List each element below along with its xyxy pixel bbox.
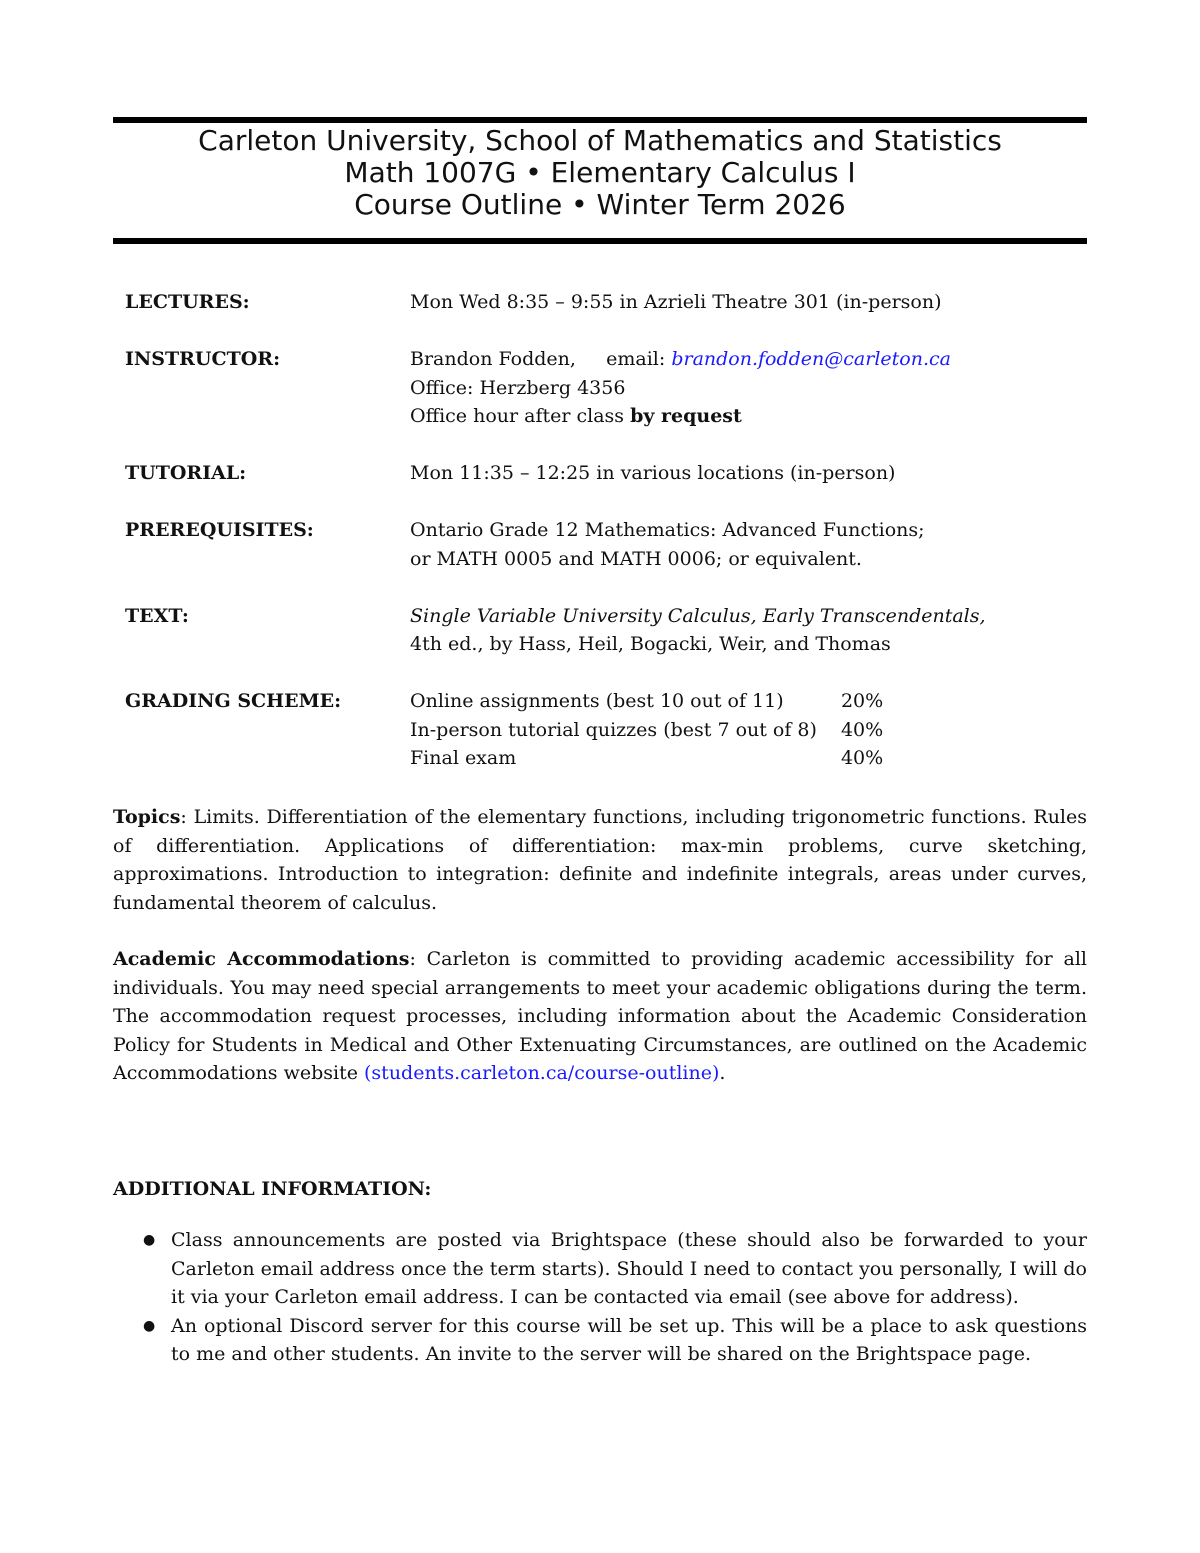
office-hour-text: Office hour after class: [410, 405, 625, 427]
textbook-title: Single Variable University Calculus, Early Transcendentals,: [410, 604, 986, 627]
accommodations-paragraph: [113, 945, 1087, 1088]
list-item-text: Class announcements are posted via Brightspace (these should also be forwarded to your Carleton email address once the term starts). Should I need to contact you personally, I will do it via your Carleton email address. I can be contacted via email (see above for address).: [171, 1229, 1087, 1308]
tutorial-row: [125, 459, 1085, 488]
course-info: [125, 288, 1085, 773]
additional-info-title: ADDITIONAL INFORMATION:: [113, 1178, 432, 1200]
document-header: [113, 125, 1087, 221]
prerequisites-label: PREREQUISITES:: [125, 519, 314, 541]
office-hour-request: by request: [630, 405, 742, 427]
text-row: [125, 602, 1085, 659]
grading-item-name: In-person tutorial quizzes (best 7 out of 8): [410, 718, 817, 741]
tutorial-label: TUTORIAL:: [125, 462, 247, 484]
grading-item-name: Final exam: [410, 747, 517, 769]
grading-table: [410, 687, 883, 773]
grading-item-weight: 40%: [840, 747, 884, 769]
header-term: Course Outline • Winter Term 2026: [354, 188, 846, 221]
instructor-office: Office: Herzberg 4356: [410, 376, 626, 399]
instructor-name: Brandon Fodden,: [410, 348, 576, 370]
grading-label: GRADING SCHEME:: [125, 690, 342, 712]
text-label: TEXT:: [125, 604, 189, 627]
grading-item: [410, 687, 883, 716]
prerequisites-line1: Ontario Grade 12 Mathematics: Advanced Functions;: [410, 519, 925, 541]
header-bottom-rule: [113, 238, 1087, 244]
grading-row: [125, 687, 1085, 773]
textbook-details: 4th ed., by Hass, Heil, Bogacki, Weir, and Thomas: [410, 633, 891, 655]
header-top-rule: [113, 117, 1087, 123]
list-item: [113, 1226, 1087, 1312]
list-item-text: An optional Discord server for this course will be set up. This will be a place to ask questions to me and other students. An invite to the server will be shared on the Brightspace page.: [171, 1314, 1087, 1365]
grading-item-weight: 40%: [840, 718, 884, 741]
accommodations-website-link[interactable]: (students.carleton.ca/course-outline): [364, 1062, 720, 1084]
instructor-email-link[interactable]: brandon.fodden@carleton.ca: [671, 348, 951, 370]
accommodations-end: .: [719, 1062, 726, 1084]
grading-item-weight: 20%: [840, 690, 884, 712]
tutorial-value: Mon 11:35 – 12:25 in various locations (in-person): [410, 462, 896, 484]
additional-info-list: [113, 1226, 1087, 1369]
bullet-icon: ●: [143, 1232, 156, 1248]
prerequisites-row: [125, 516, 1085, 573]
topics-paragraph: [113, 803, 1087, 917]
list-item: [113, 1312, 1087, 1369]
lectures-row: [125, 288, 1085, 317]
lectures-label: LECTURES:: [125, 291, 250, 313]
accommodations-label: Academic Accommodations: [113, 948, 410, 970]
grading-item-name: Online assignments (best 10 out of 11): [410, 690, 784, 712]
grading-item: [410, 716, 883, 745]
instructor-row: [125, 345, 1085, 431]
email-label: email:: [606, 348, 666, 370]
topics-text: : Limits. Differentiation of the elementary functions, including trigonometric functions. Rules of differentiation. Applications of differentiation: max-min problems, curve sketching, approximations. Introduction to integration: definite and indefinite integrals, areas under curves, fundamental theorem of calculus.: [113, 806, 1087, 914]
topics-label: Topics: [113, 806, 181, 828]
prerequisites-line2: or MATH 0005 and MATH 0006; or equivalent.: [410, 547, 862, 570]
lectures-value: Mon Wed 8:35 – 9:55 in Azrieli Theatre 301 (in-person): [410, 291, 942, 313]
header-course: Math 1007G • Elementary Calculus I: [344, 156, 856, 189]
grading-item: [410, 744, 883, 773]
instructor-label: INSTRUCTOR:: [125, 348, 281, 370]
header-university: Carleton University, School of Mathematics and Statistics: [198, 124, 1002, 157]
accommodations-text: : Carleton is committed to providing academic accessibility for all individuals. You may need special arrangements to meet your academic obligations during the term. The accommodation request processes, including information about the Academic Consideration Policy for Students in Medical and Other Extenuating Circumstances, are outlined on the Academic Accommodations website: [113, 948, 1087, 1084]
bullet-icon: ●: [143, 1317, 156, 1334]
